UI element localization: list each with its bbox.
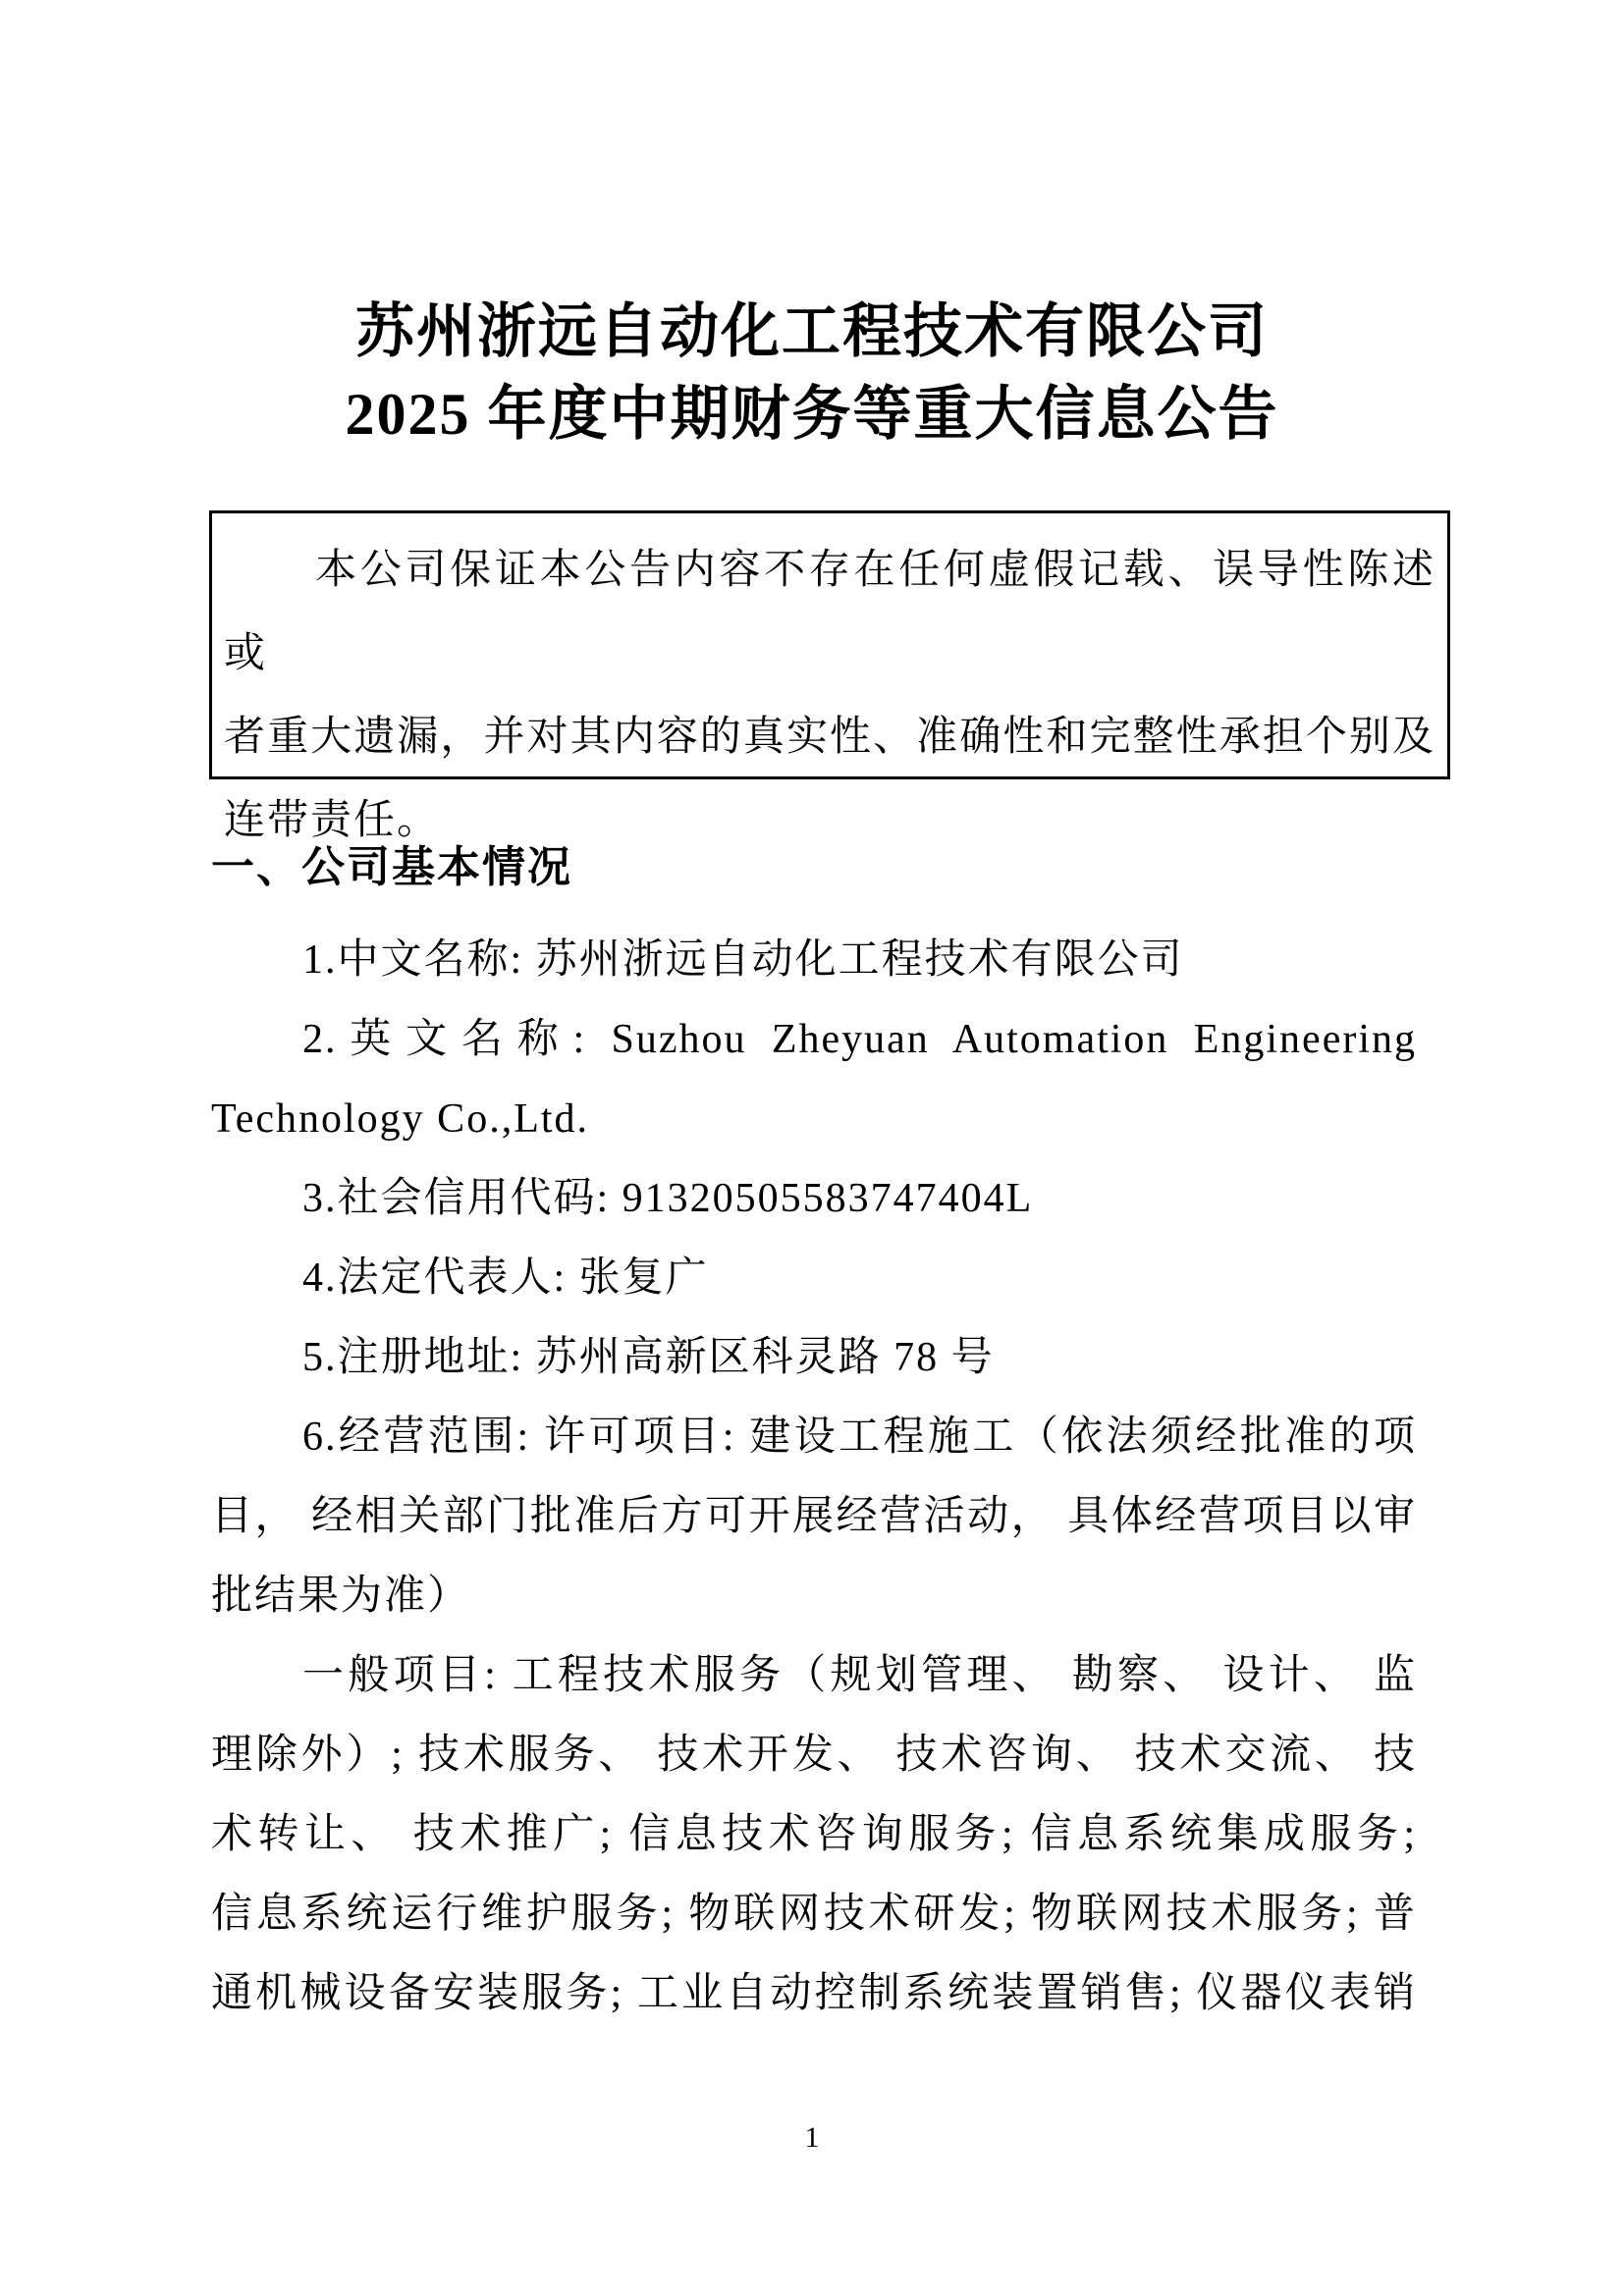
- body-line-chinese-name: 1.中文名称: 苏州浙远自动化工程技术有限公司: [302, 937, 1184, 983]
- body-line-business-scope: 目， 经相关部门批准后方可开展经营活动， 具体经营项目以审: [211, 1494, 1417, 1539]
- body-line-english-name: 2.英文名称: Suzhou Zheyuan Automation Engineering: [302, 1017, 1417, 1062]
- body-line-business-scope: 6.经营范围: 许可项目: 建设工程施工（依法须经批准的项: [302, 1415, 1417, 1460]
- body-line-general-items: 一般项目: 工程技术服务（规划管理、 勘察、 设计、 监: [302, 1653, 1417, 1698]
- disclaimer-line: 本公司保证本公告内容不存在任何虚假记载、误导性陈述或: [224, 548, 1435, 676]
- body-line-general-items: 理除外）; 技术服务、 技术开发、 技术咨询、 技术交流、 技: [211, 1733, 1417, 1778]
- document-title-line-2: 2025 年度中期财务等重大信息公告: [345, 382, 1279, 447]
- section-heading: 一、公司基本情况: [211, 843, 572, 891]
- page-number: 1: [804, 2121, 820, 2154]
- disclaimer-line: 者重大遗漏，并对其内容的真实性、准确性和完整性承担个别及: [224, 715, 1435, 760]
- body-line-business-scope: 批结果为准）: [211, 1574, 471, 1619]
- body-line-english-name-wrap: Technology Co.,Ltd.: [211, 1096, 590, 1142]
- body-line-general-items: 信息系统运行维护服务; 物联网技术研发; 物联网技术服务; 普: [211, 1892, 1417, 1937]
- body-line-general-items: 通机械设备安装服务; 工业自动控制系统装置销售; 仪器仪表销: [211, 1971, 1417, 2016]
- disclaimer-box: [209, 510, 1450, 843]
- body-line-address: 5.注册地址: 苏州高新区科灵路 78 号: [302, 1335, 995, 1380]
- disclaimer-line: 连带责任。: [224, 798, 441, 843]
- body-line-general-items: 术转让、 技术推广; 信息技术咨询服务; 信息系统集成服务;: [211, 1812, 1417, 1857]
- document-title-line-1: 苏州浙远自动化工程技术有限公司: [355, 299, 1269, 364]
- body-line-legal-rep: 4.法定代表人: 张复广: [302, 1255, 709, 1301]
- section-body: [211, 921, 1417, 2034]
- document-title: [0, 291, 1624, 455]
- body-line-credit-code: 3.社会信用代码: 91320505583747404L: [302, 1176, 1034, 1221]
